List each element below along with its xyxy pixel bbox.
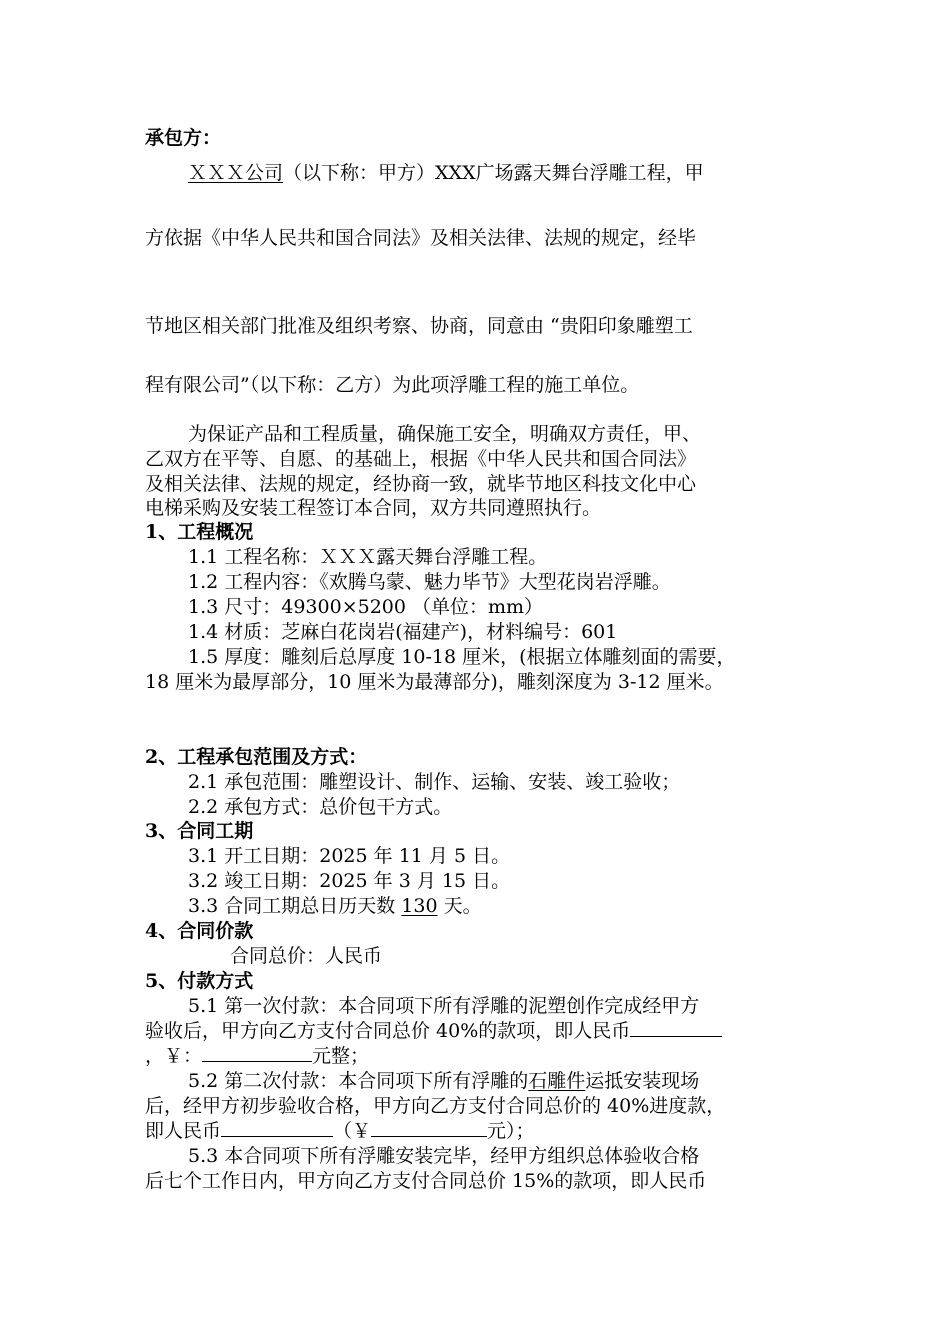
- amount-blank: [630, 1020, 722, 1037]
- payment-3-line-1: 5.3 本合同项下所有浮雕安装完毕，经甲方组织总体验收合格: [188, 1145, 700, 1167]
- section-1-item-5: 1.5 厚度：雕刻后总厚度 10-18 厘米，(根据立体雕刻面的需要，: [188, 646, 736, 668]
- section-4-item-1: 合同总价：人民币: [230, 945, 383, 967]
- section-1-heading: 1、工程概况: [145, 521, 254, 543]
- payment-2-line-1: 5.2 第二次付款：本合同项下所有浮雕的石雕件运抵安装现场: [188, 1070, 700, 1092]
- stone-carvings-term: 石雕件: [528, 1070, 586, 1092]
- purpose-line-4: 电梯采购及安装工程签订本合同，双方共同遵照执行。: [145, 497, 602, 519]
- section-3-item-3: 3.3 合同工期总日历天数 130 天。: [188, 895, 482, 917]
- section-3-item-2: 3.2 竣工日期：2025 年 3 月 15 日。: [188, 870, 511, 892]
- section-2-item-2: 2.2 承包方式：总价包干方式。: [188, 796, 453, 818]
- payment-3-line-2: 后七个工作日内，甲方向乙方支付合同总价 15%的款项，即人民币: [145, 1170, 707, 1192]
- section-5-heading: 5、付款方式: [145, 970, 254, 992]
- company-name: ＸＸＸ公司: [188, 162, 284, 184]
- payment-2-line-2: 后，经甲方初步验收合格，甲方向乙方支付合同总价的 40%进度款，: [145, 1095, 726, 1117]
- amount-blank: [371, 1120, 487, 1137]
- section-1-item-5-cont: 18 厘米为最厚部分，10 厘米为最薄部分)，雕刻深度为 3-12 厘米。: [145, 671, 724, 693]
- intro-line-3: 节地区相关部门批准及组织考察、协商，同意由 “贵阳印象雕塑工: [145, 315, 693, 337]
- intro-line-4: 程有限公司”（以下称：乙方）为此项浮雕工程的施工单位。: [145, 374, 640, 396]
- intro-line-1: ＸＸＸ公司（以下称：甲方）XXX广场露天舞台浮雕工程，甲: [188, 162, 704, 184]
- payment-2-line-3: 即人民币 （￥ 元）；: [145, 1120, 535, 1142]
- section-2-item-1: 2.1 承包范围：雕塑设计、制作、运输、安装、竣工验收；: [188, 771, 681, 793]
- purpose-line-3: 及相关法律、法规的规定，经协商一致，就毕节地区科技文化中心: [145, 473, 697, 495]
- contractor-heading: 承包方：: [145, 127, 222, 149]
- section-3-item-1: 3.1 开工日期：2025 年 11 月 5 日。: [188, 845, 511, 867]
- section-1-item-2: 1.2 工程内容：《欢腾乌蒙、魅力毕节》大型花岗岩浮雕。: [188, 571, 671, 593]
- section-1-item-1: 1.1 工程名称：ＸＸＸ露天舞台浮雕工程。: [188, 546, 548, 568]
- intro-line-2: 方依据《中华人民共和国合同法》及相关法律、法规的规定，经毕: [145, 227, 697, 249]
- payment-1-line-1: 5.1 第一次付款：本合同项下所有浮雕的泥塑创作完成经甲方: [188, 995, 700, 1017]
- purpose-line-2: 乙双方在平等、自愿、的基础上，根据《中华人民共和国合同法》: [145, 448, 697, 470]
- purpose-line-1: 为保证产品和工程质量，确保施工安全，明确双方责任，甲、: [188, 423, 702, 445]
- section-1-item-3: 1.3 尺寸：49300×5200 （单位：mm）: [188, 596, 544, 618]
- amount-blank: [221, 1120, 333, 1137]
- section-1-item-4: 1.4 材质：芝麻白花岗岩(福建产)，材料编号：601: [188, 621, 618, 643]
- section-2-heading: 2、工程承包范围及方式：: [145, 746, 368, 768]
- total-days: 130: [401, 895, 438, 917]
- section-3-heading: 3、合同工期: [145, 820, 254, 842]
- payment-1-line-2: 验收后，甲方向乙方支付合同总价 40%的款项，即人民币: [145, 1020, 722, 1042]
- amount-blank: [202, 1045, 312, 1062]
- section-4-heading: 4、合同价款: [145, 920, 254, 942]
- payment-1-line-3: ，￥： 元整；: [145, 1045, 370, 1067]
